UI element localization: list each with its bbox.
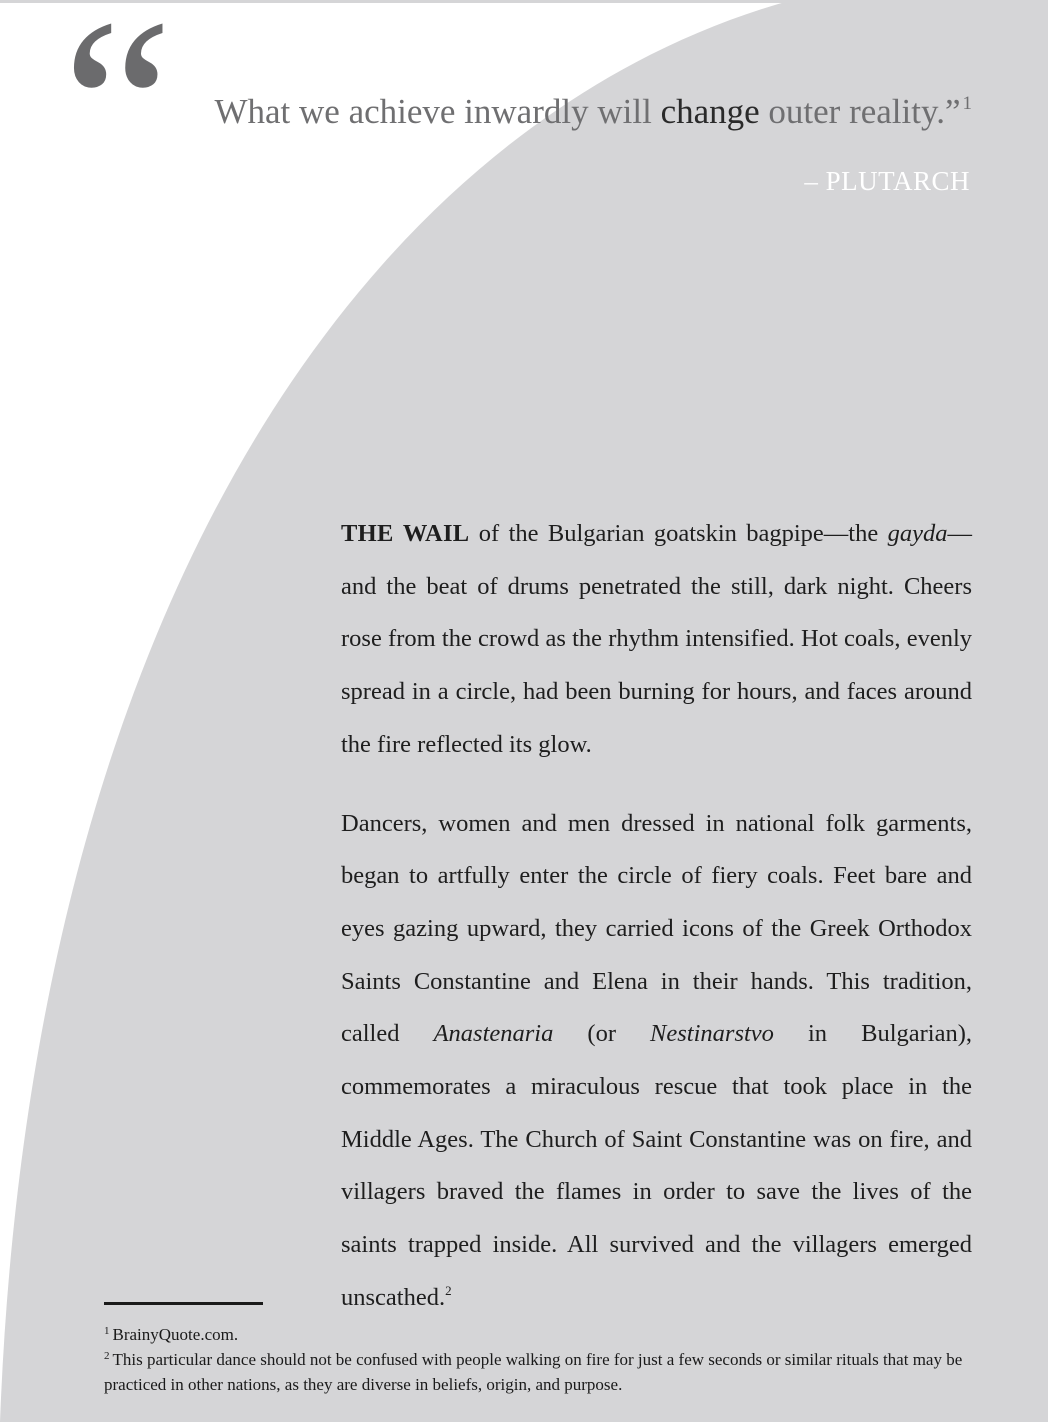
p1-italic-gayda: gayda xyxy=(887,520,948,547)
footnote-1-text: BrainyQuote.com. xyxy=(112,1325,239,1344)
epigraph-part1: What we achieve inwardly will xyxy=(214,92,661,131)
p1-text-1: of the Bulgarian goatskin bagpipe—the xyxy=(469,520,888,547)
p2-text-3: in Bulgarian), commemorates a miraculous rescue that took place in the Middle Ages. The Church of Saint Constantine was on fire, and villagers braved the flames in order to save the lives of the saints trapped inside. All survived and the villagers emerged unscathed. xyxy=(341,1020,972,1311)
footnote-2-number: 2 xyxy=(104,1350,110,1362)
open-double-quote-icon: “ xyxy=(62,0,163,245)
footnote-2 xyxy=(104,1347,972,1397)
footnote-1 xyxy=(104,1322,972,1347)
footnote-divider xyxy=(104,1302,263,1305)
footnotes xyxy=(104,1322,972,1397)
paragraph-2 xyxy=(341,798,972,1325)
p1-text-2: —and the beat of drums penetrated the still, dark night. Cheers rose from the crowd as the rhythm intensified. Hot coals, evenly spread in a circle, had been burning for hours, and faces around the fire reflected its glow. xyxy=(341,520,972,758)
p2-italic-anastenaria: Anastenaria xyxy=(433,1020,554,1048)
lead-in: THE WAIL xyxy=(341,520,470,547)
epigraph-quote xyxy=(214,94,972,129)
p2-text-2: (or xyxy=(553,1020,651,1048)
paragraph-1 xyxy=(341,508,972,772)
footnote-ref-2: 2 xyxy=(445,1282,452,1298)
body-text xyxy=(341,508,972,1351)
epigraph-part2: outer reality.” xyxy=(759,92,961,131)
footnote-1-number: 1 xyxy=(104,1325,110,1337)
p2-italic-nestinarstvo: Nestinarstvo xyxy=(650,1020,774,1048)
epigraph-attribution: – PLUTARCH xyxy=(804,166,970,196)
epigraph-emphasis: change xyxy=(660,92,760,131)
epigraph-footnote-ref: 1 xyxy=(962,93,972,114)
p2-text-1: Dancers, women and men dressed in national folk garments, began to artfully enter the circle of fiery coals. Feet bare and eyes gazing upward, they carried icons of the Greek Orthodox Saints Constantine and Elena in their hands. This tradition, called xyxy=(341,809,972,1048)
footnote-2-text: This particular dance should not be confused with people walking on fire for just a few seconds or similar rituals that may be practiced in other nations, as they are diverse in beliefs, origin, and purpose. xyxy=(104,1350,963,1394)
